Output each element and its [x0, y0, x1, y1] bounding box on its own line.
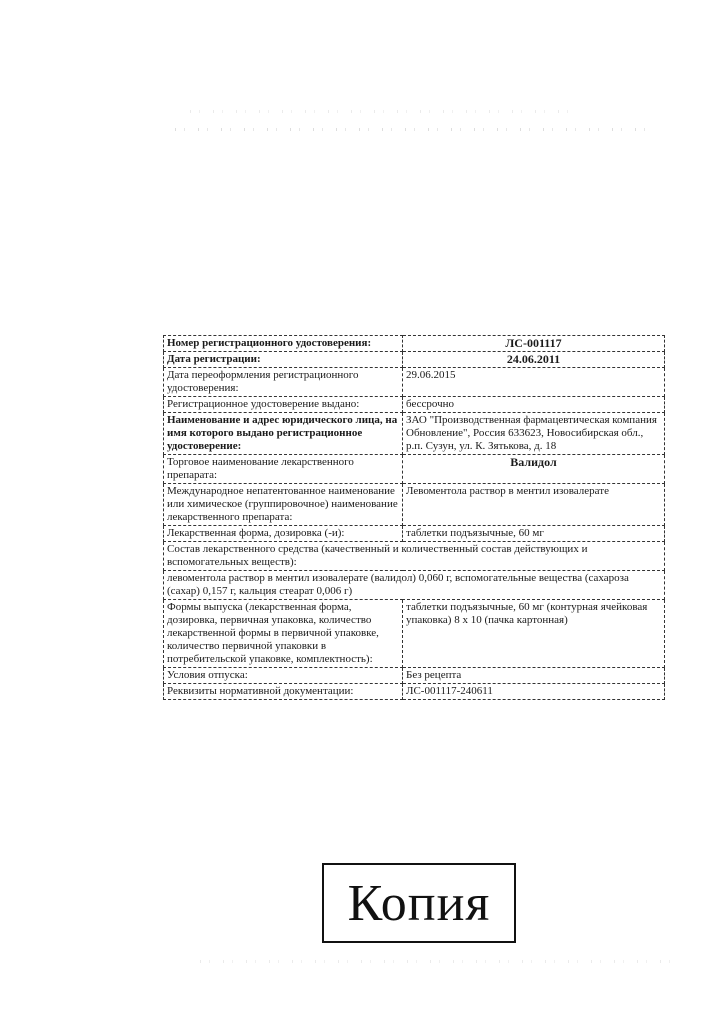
dosage-form: таблетки подъязычные, 60 мг: [403, 526, 665, 542]
inn-name: Левоментола раствор в ментил изовалерате: [403, 484, 665, 526]
row-label: Наименование и адрес юридического лица, на имя которого выдано регистрационное удостоверение:: [164, 413, 403, 455]
table-row: [164, 600, 665, 668]
scan-noise: [190, 110, 570, 113]
table-row: [164, 413, 665, 455]
table-row: [164, 352, 665, 368]
reissue-date: 29.06.2015: [403, 368, 665, 397]
registration-table: [163, 335, 665, 700]
scan-noise: [175, 128, 645, 131]
table-row: [164, 542, 665, 571]
table-row: [164, 571, 665, 600]
holder-name-address: ЗАО "Производственная фармацевтическая компания Обновление", Россия 633623, Новосибирская обл., р.п. Сузун, ул. К. Зятькова, д. 18: [403, 413, 665, 455]
table-row: [164, 368, 665, 397]
row-label: Торговое наименование лекарственного препарата:: [164, 455, 403, 484]
composition-value: левоментола раствор в ментил изовалерате (валидол) 0,060 г, вспомогательные вещества (сахароза (сахар) 0,157 г, кальция стеарат 0,006 г): [164, 571, 665, 600]
row-label: Условия отпуска:: [164, 668, 403, 684]
registration-date: 24.06.2011: [403, 352, 665, 368]
table-row: [164, 397, 665, 413]
scan-noise: [200, 960, 670, 963]
row-label: Дата переоформления регистрационного удостоверения:: [164, 368, 403, 397]
row-label: Лекарственная форма, дозировка (-и):: [164, 526, 403, 542]
table-row: [164, 526, 665, 542]
table-row: [164, 484, 665, 526]
normative-doc: ЛС-001117-240611: [403, 684, 665, 700]
table-row: [164, 668, 665, 684]
row-label: Номер регистрационного удостоверения:: [164, 336, 403, 352]
row-label: Формы выпуска (лекарственная форма, дозировка, первичная упаковка, количество лекарственной формы в первичной упаковке, количество первичной упаковки в потребительской упаковке, комплектность):: [164, 600, 403, 668]
row-label: Регистрационное удостоверение выдано:: [164, 397, 403, 413]
row-label: Дата регистрации:: [164, 352, 403, 368]
composition-label: Состав лекарственного средства (качественный и количественный состав действующих и вспомогательных веществ):: [164, 542, 665, 571]
table-row: [164, 336, 665, 352]
dispensing-conditions: Без рецепта: [403, 668, 665, 684]
release-forms: таблетки подъязычные, 60 мг (контурная ячейковая упаковка) 8 х 10 (пачка картонная): [403, 600, 665, 668]
validity: бессрочно: [403, 397, 665, 413]
table-row: [164, 684, 665, 700]
row-label: Международное непатентованное наименование или химическое (группировочное) наименование лекарственного препарата:: [164, 484, 403, 526]
registration-number: ЛС-001117: [403, 336, 665, 352]
trade-name: Валидол: [403, 455, 665, 484]
row-label: Реквизиты нормативной документации:: [164, 684, 403, 700]
copy-stamp: Копия: [322, 863, 516, 943]
table-row: [164, 455, 665, 484]
